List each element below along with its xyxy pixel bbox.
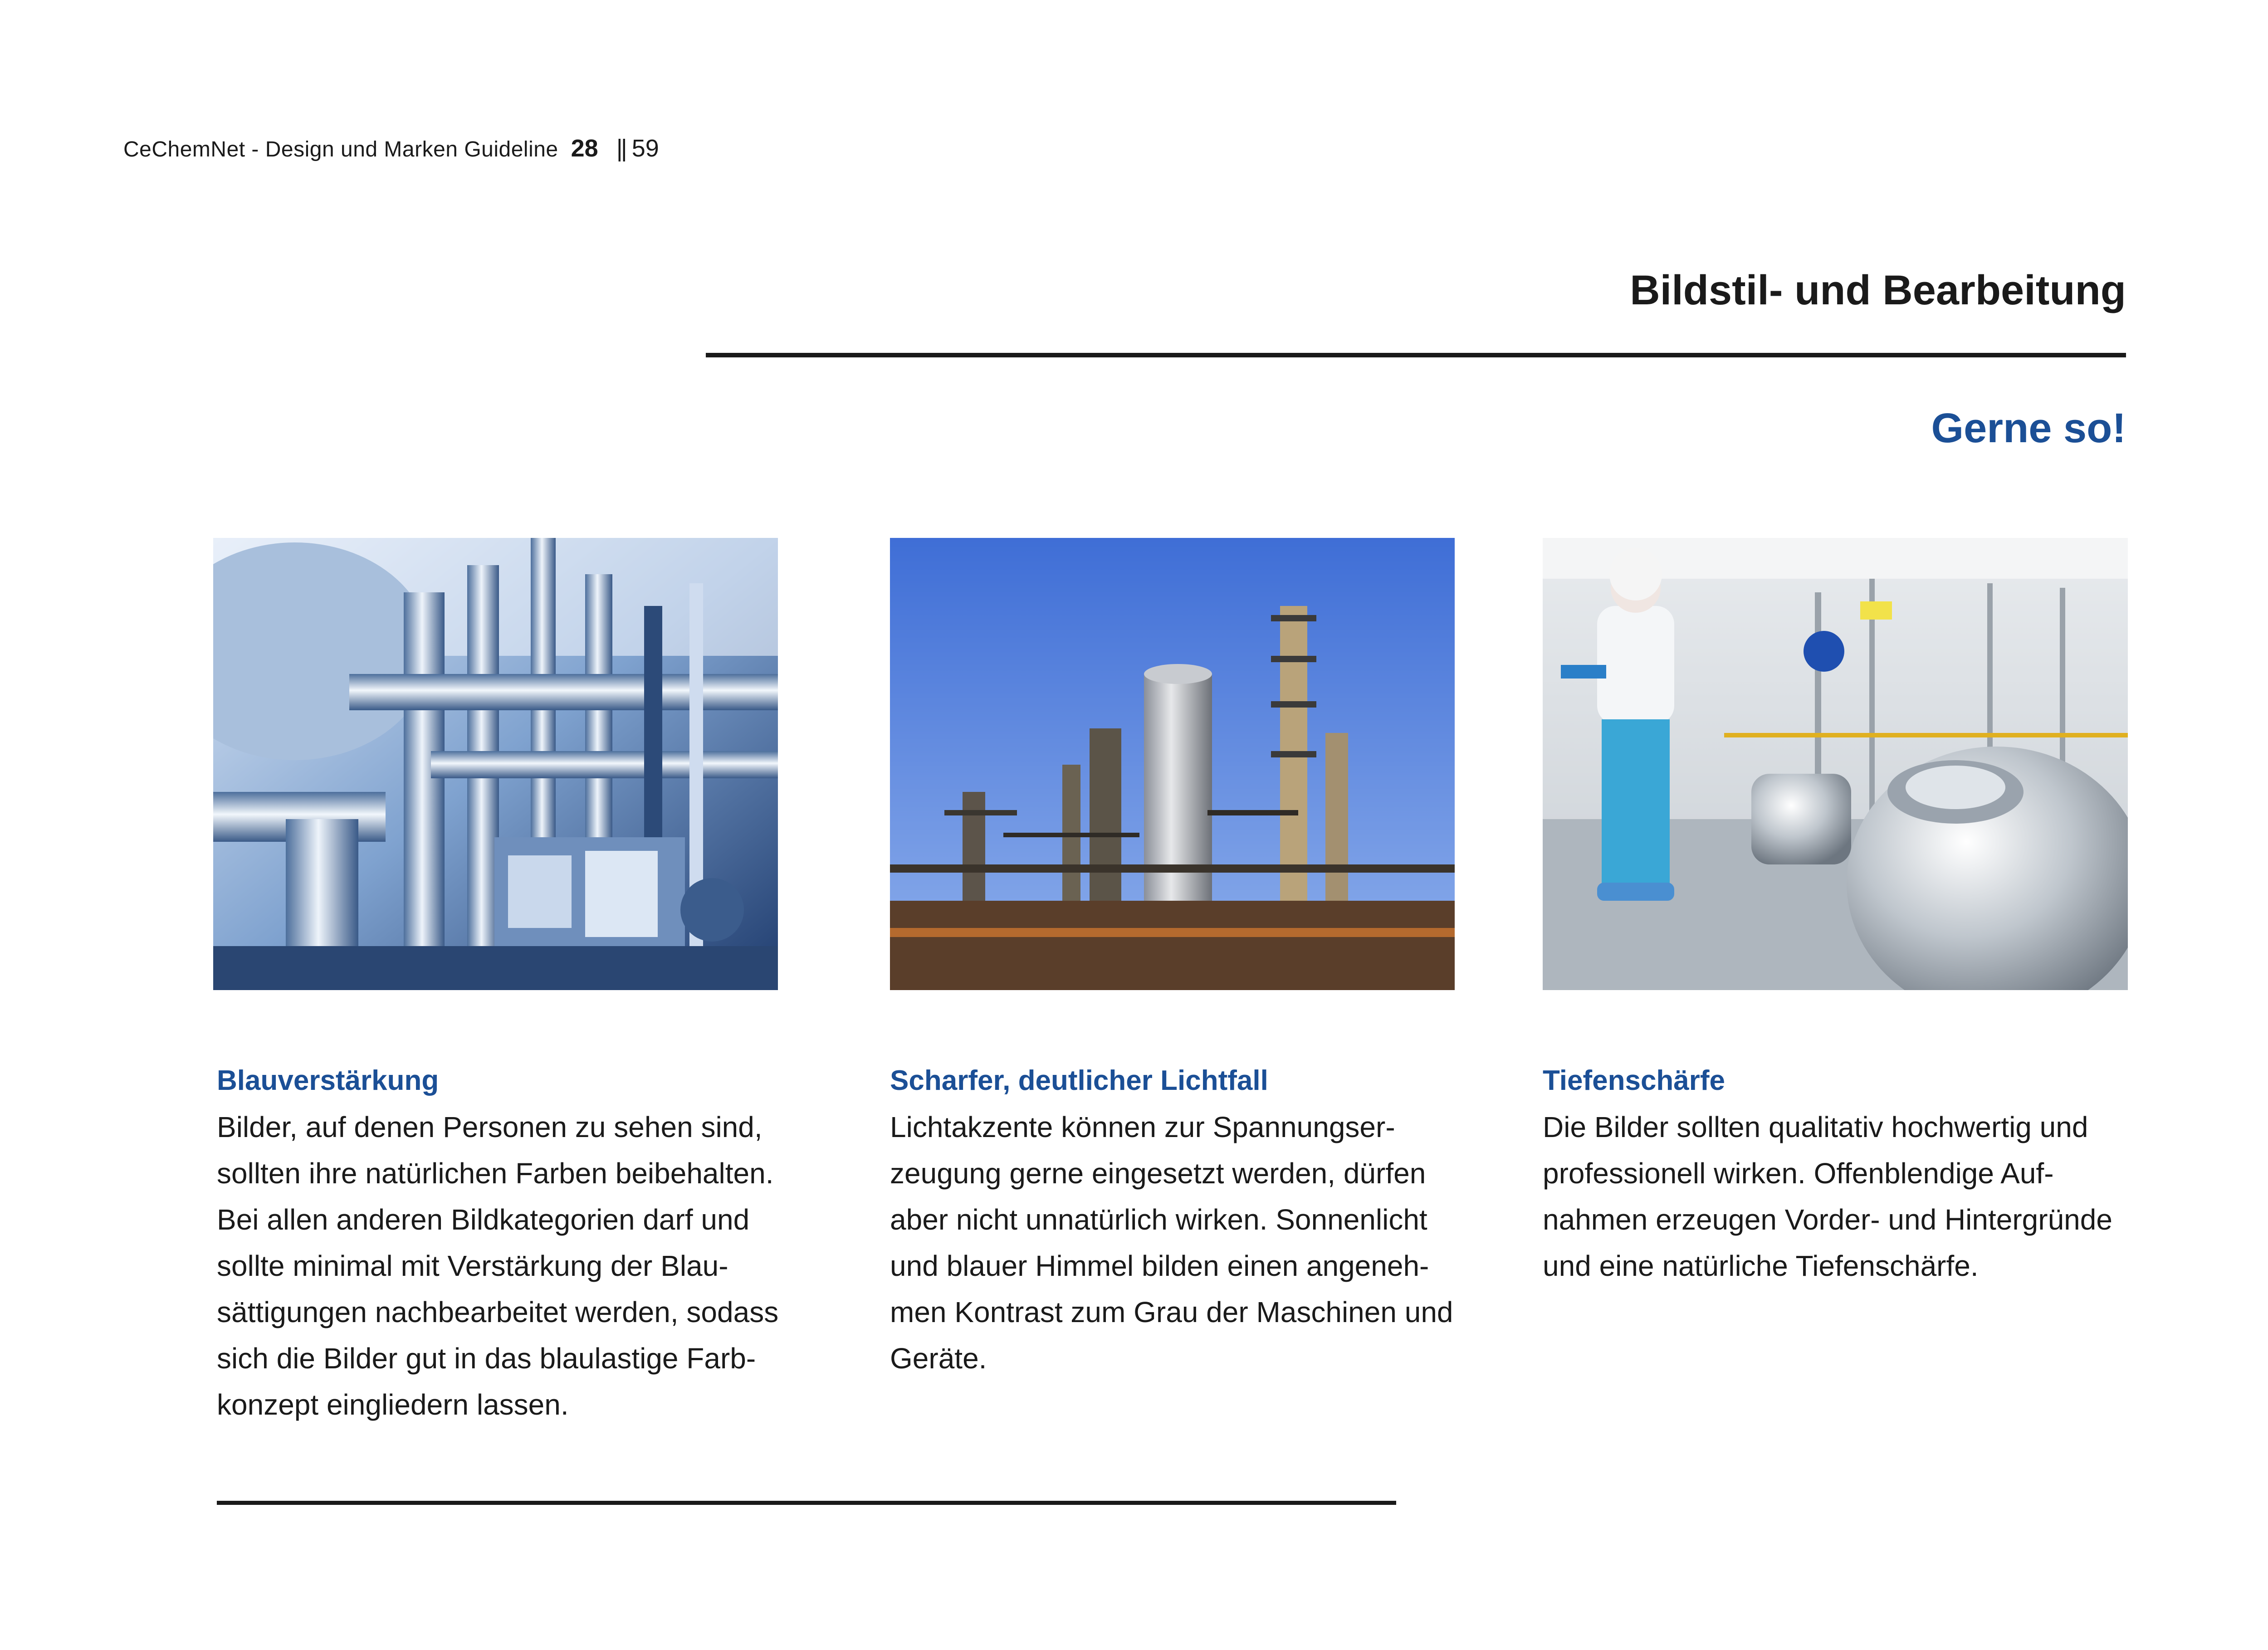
body-line: und eine natürliche Tiefenschärfe. [1543, 1250, 1979, 1282]
photo-refinery-sky [890, 538, 1455, 990]
body-line: konzept eingliedern lassen. [217, 1388, 569, 1421]
column-lighting [890, 1058, 1534, 1382]
photo-lab-tanks [1543, 538, 2128, 990]
page-number: 28 [571, 135, 598, 162]
body-line: sättigungen nachbearbeitet werden, sodass [217, 1296, 779, 1328]
body-line: und blauer Himmel bilden einen angeneh- [890, 1250, 1429, 1282]
body-line: zeugung gerne eingesetzt werden, dürfen [890, 1157, 1426, 1190]
column-depth-of-field [1543, 1058, 2141, 1289]
body-line: sollten ihre natürlichen Farben beibehalten. [217, 1157, 774, 1190]
column-heading: Tiefenschärfe [1543, 1065, 1725, 1096]
document-title: CeChemNet - Design und Marken Guideline [123, 137, 558, 161]
column-heading: Blauverstärkung [217, 1065, 439, 1096]
body-line: aber nicht unnatürlich wirken. Sonnenlicht [890, 1203, 1427, 1236]
body-line: Geräte. [890, 1342, 987, 1375]
section-subtitle: Gerne so! [1931, 405, 2126, 451]
body-line: professionell wirken. Offenblendige Auf- [1543, 1157, 2054, 1190]
body-line: Bilder, auf denen Personen zu sehen sind, [217, 1111, 763, 1143]
footer-divider [217, 1501, 1396, 1505]
body-line: Lichtakzente können zur Spannungser- [890, 1111, 1395, 1143]
page-total: 59 [631, 135, 659, 162]
body-line: Die Bilder sollten qualitativ hochwertig und [1543, 1111, 2088, 1143]
body-line: Bei allen anderen Bildkategorien darf und [217, 1203, 750, 1236]
column-blue-enhancement [217, 1058, 861, 1428]
body-line: nahmen erzeugen Vorder- und Hintergründe [1543, 1203, 2112, 1236]
section-title: Bildstil- und Bearbeitung [1630, 267, 2126, 313]
body-line: sich die Bilder gut in das blaulastige Farb- [217, 1342, 756, 1375]
photo-blue-pipes [213, 538, 778, 990]
running-header [123, 134, 659, 162]
page-separator: || [616, 135, 626, 162]
body-line: men Kontrast zum Grau der Maschinen und [890, 1296, 1453, 1328]
title-divider [706, 353, 2126, 357]
column-heading: Scharfer, deutlicher Lichtfall [890, 1065, 1268, 1096]
body-line: sollte minimal mit Verstärkung der Blau- [217, 1250, 728, 1282]
